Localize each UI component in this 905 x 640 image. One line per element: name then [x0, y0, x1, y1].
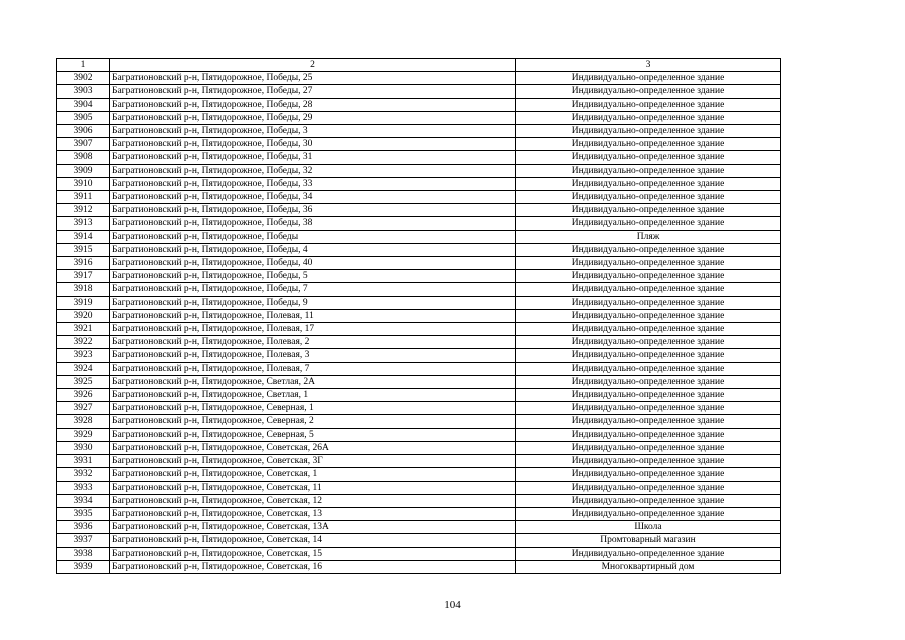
row-number-cell: 3934 [57, 494, 110, 507]
object-type-cell: Индивидуально-определенное здание [516, 547, 781, 560]
row-number-cell: 3903 [57, 85, 110, 98]
address-cell: Багратионовский р-н, Пятидорожное, Полевая, 3 [110, 349, 516, 362]
address-cell: Багратионовский р-н, Пятидорожное, Светлая, 1 [110, 389, 516, 402]
address-cell: Багратионовский р-н, Пятидорожное, Северная, 1 [110, 402, 516, 415]
row-number-cell: 3908 [57, 151, 110, 164]
row-number-cell: 3927 [57, 402, 110, 415]
row-number-cell: 3921 [57, 323, 110, 336]
object-type-cell: Индивидуально-определенное здание [516, 507, 781, 520]
address-cell: Багратионовский р-н, Пятидорожное, Советская, 1 [110, 468, 516, 481]
object-type-cell: Индивидуально-определенное здание [516, 72, 781, 85]
address-cell: Багратионовский р-н, Пятидорожное, Советская, 26А [110, 441, 516, 454]
table-row [57, 375, 781, 388]
table-row [57, 98, 781, 111]
address-cell: Багратионовский р-н, Пятидорожное, Победы, 3 [110, 125, 516, 138]
object-type-cell: Индивидуально-определенное здание [516, 402, 781, 415]
object-type-cell: Индивидуально-определенное здание [516, 204, 781, 217]
object-type-cell: Индивидуально-определенное здание [516, 362, 781, 375]
row-number-cell: 3924 [57, 362, 110, 375]
column-header-2: 2 [110, 59, 516, 72]
table-row [57, 283, 781, 296]
table-row [57, 402, 781, 415]
table-row [57, 164, 781, 177]
row-number-cell: 3939 [57, 560, 110, 573]
object-type-cell: Пляж [516, 230, 781, 243]
row-number-cell: 3933 [57, 481, 110, 494]
row-number-cell: 3919 [57, 296, 110, 309]
registry-table [56, 58, 781, 574]
table-row [57, 230, 781, 243]
table-row [57, 349, 781, 362]
table-row [57, 441, 781, 454]
table-header-row [57, 59, 781, 72]
row-number-cell: 3928 [57, 415, 110, 428]
row-number-cell: 3922 [57, 336, 110, 349]
table-row [57, 547, 781, 560]
address-cell: Багратионовский р-н, Пятидорожное, Полевая, 7 [110, 362, 516, 375]
address-cell: Багратионовский р-н, Пятидорожное, Победы, 38 [110, 217, 516, 230]
object-type-cell: Индивидуально-определенное здание [516, 323, 781, 336]
address-cell: Багратионовский р-н, Пятидорожное, Победы, 7 [110, 283, 516, 296]
object-type-cell: Индивидуально-определенное здание [516, 296, 781, 309]
row-number-cell: 3914 [57, 230, 110, 243]
object-type-cell: Индивидуально-определенное здание [516, 441, 781, 454]
address-cell: Багратионовский р-н, Пятидорожное, Полевая, 11 [110, 309, 516, 322]
object-type-cell: Индивидуально-определенное здание [516, 177, 781, 190]
address-cell: Багратионовский р-н, Пятидорожное, Победы, 36 [110, 204, 516, 217]
row-number-cell: 3909 [57, 164, 110, 177]
object-type-cell: Индивидуально-определенное здание [516, 375, 781, 388]
address-cell: Багратионовский р-н, Пятидорожное, Советская, 14 [110, 534, 516, 547]
address-cell: Багратионовский р-н, Пятидорожное, Победы [110, 230, 516, 243]
table-row [57, 296, 781, 309]
object-type-cell: Индивидуально-определенное здание [516, 349, 781, 362]
object-type-cell: Индивидуально-определенное здание [516, 111, 781, 124]
address-cell: Багратионовский р-н, Пятидорожное, Светлая, 2А [110, 375, 516, 388]
row-number-cell: 3932 [57, 468, 110, 481]
address-cell: Багратионовский р-н, Пятидорожное, Полевая, 17 [110, 323, 516, 336]
address-cell: Багратионовский р-н, Пятидорожное, Советская, 16 [110, 560, 516, 573]
table-row [57, 323, 781, 336]
object-type-cell: Индивидуально-определенное здание [516, 217, 781, 230]
table-row [57, 389, 781, 402]
table-row [57, 177, 781, 190]
row-number-cell: 3937 [57, 534, 110, 547]
row-number-cell: 3935 [57, 507, 110, 520]
object-type-cell: Индивидуально-определенное здание [516, 257, 781, 270]
address-cell: Багратионовский р-н, Пятидорожное, Победы, 5 [110, 270, 516, 283]
object-type-cell: Индивидуально-определенное здание [516, 309, 781, 322]
address-cell: Багратионовский р-н, Пятидорожное, Советская, 13А [110, 521, 516, 534]
address-cell: Багратионовский р-н, Пятидорожное, Советская, 12 [110, 494, 516, 507]
table-row [57, 336, 781, 349]
object-type-cell: Индивидуально-определенное здание [516, 415, 781, 428]
row-number-cell: 3915 [57, 243, 110, 256]
table-row [57, 468, 781, 481]
object-type-cell: Индивидуально-определенное здание [516, 468, 781, 481]
table-row [57, 191, 781, 204]
address-cell: Багратионовский р-н, Пятидорожное, Северная, 5 [110, 428, 516, 441]
object-type-cell: Индивидуально-определенное здание [516, 85, 781, 98]
row-number-cell: 3925 [57, 375, 110, 388]
address-cell: Багратионовский р-н, Пятидорожное, Советская, 3Г [110, 455, 516, 468]
row-number-cell: 3917 [57, 270, 110, 283]
object-type-cell: Индивидуально-определенное здание [516, 270, 781, 283]
object-type-cell: Индивидуально-определенное здание [516, 125, 781, 138]
address-cell: Багратионовский р-н, Пятидорожное, Победы, 32 [110, 164, 516, 177]
row-number-cell: 3902 [57, 72, 110, 85]
address-cell: Багратионовский р-н, Пятидорожное, Победы, 28 [110, 98, 516, 111]
row-number-cell: 3938 [57, 547, 110, 560]
object-type-cell: Индивидуально-определенное здание [516, 455, 781, 468]
row-number-cell: 3910 [57, 177, 110, 190]
row-number-cell: 3923 [57, 349, 110, 362]
row-number-cell: 3936 [57, 521, 110, 534]
object-type-cell: Индивидуально-определенное здание [516, 164, 781, 177]
row-number-cell: 3916 [57, 257, 110, 270]
object-type-cell: Индивидуально-определенное здание [516, 336, 781, 349]
address-cell: Багратионовский р-н, Пятидорожное, Победы, 27 [110, 85, 516, 98]
object-type-cell: Индивидуально-определенное здание [516, 494, 781, 507]
table-row [57, 455, 781, 468]
address-cell: Багратионовский р-н, Пятидорожное, Победы, 40 [110, 257, 516, 270]
row-number-cell: 3931 [57, 455, 110, 468]
table-row [57, 494, 781, 507]
row-number-cell: 3926 [57, 389, 110, 402]
address-cell: Багратионовский р-н, Пятидорожное, Советская, 15 [110, 547, 516, 560]
address-cell: Багратионовский р-н, Пятидорожное, Победы, 33 [110, 177, 516, 190]
table-row [57, 151, 781, 164]
object-type-cell: Индивидуально-определенное здание [516, 138, 781, 151]
table-row [57, 138, 781, 151]
object-type-cell: Индивидуально-определенное здание [516, 243, 781, 256]
object-type-cell: Многоквартирный дом [516, 560, 781, 573]
row-number-cell: 3918 [57, 283, 110, 296]
address-cell: Багратионовский р-н, Пятидорожное, Победы, 4 [110, 243, 516, 256]
table-row [57, 507, 781, 520]
row-number-cell: 3907 [57, 138, 110, 151]
object-type-cell: Промтоварный магазин [516, 534, 781, 547]
column-header-1: 1 [57, 59, 110, 72]
table-row [57, 415, 781, 428]
address-cell: Багратионовский р-н, Пятидорожное, Северная, 2 [110, 415, 516, 428]
table-row [57, 257, 781, 270]
row-number-cell: 3912 [57, 204, 110, 217]
table-body [57, 72, 781, 574]
table-row [57, 243, 781, 256]
table-row [57, 270, 781, 283]
table-row [57, 85, 781, 98]
row-number-cell: 3920 [57, 309, 110, 322]
row-number-cell: 3913 [57, 217, 110, 230]
object-type-cell: Индивидуально-определенное здание [516, 428, 781, 441]
table-row [57, 217, 781, 230]
address-cell: Багратионовский р-н, Пятидорожное, Победы, 31 [110, 151, 516, 164]
address-cell: Багратионовский р-н, Пятидорожное, Советская, 13 [110, 507, 516, 520]
column-header-3: 3 [516, 59, 781, 72]
table-row [57, 481, 781, 494]
address-cell: Багратионовский р-н, Пятидорожное, Победы, 29 [110, 111, 516, 124]
table-row [57, 204, 781, 217]
row-number-cell: 3904 [57, 98, 110, 111]
address-cell: Багратионовский р-н, Пятидорожное, Советская, 11 [110, 481, 516, 494]
address-cell: Багратионовский р-н, Пятидорожное, Победы, 34 [110, 191, 516, 204]
row-number-cell: 3906 [57, 125, 110, 138]
table-row [57, 428, 781, 441]
object-type-cell: Индивидуально-определенное здание [516, 151, 781, 164]
object-type-cell: Индивидуально-определенное здание [516, 98, 781, 111]
object-type-cell: Индивидуально-определенное здание [516, 481, 781, 494]
page-number: 104 [444, 599, 461, 611]
table-row [57, 521, 781, 534]
address-cell: Багратионовский р-н, Пятидорожное, Победы, 25 [110, 72, 516, 85]
object-type-cell: Индивидуально-определенное здание [516, 191, 781, 204]
table-row [57, 309, 781, 322]
row-number-cell: 3929 [57, 428, 110, 441]
object-type-cell: Индивидуально-определенное здание [516, 389, 781, 402]
object-type-cell: Индивидуально-определенное здание [516, 283, 781, 296]
table-row [57, 111, 781, 124]
table-row [57, 560, 781, 573]
row-number-cell: 3905 [57, 111, 110, 124]
table-row [57, 362, 781, 375]
table-row [57, 72, 781, 85]
address-cell: Багратионовский р-н, Пятидорожное, Победы, 30 [110, 138, 516, 151]
address-cell: Багратионовский р-н, Пятидорожное, Полевая, 2 [110, 336, 516, 349]
row-number-cell: 3930 [57, 441, 110, 454]
address-cell: Багратионовский р-н, Пятидорожное, Победы, 9 [110, 296, 516, 309]
table-row [57, 125, 781, 138]
object-type-cell: Школа [516, 521, 781, 534]
row-number-cell: 3911 [57, 191, 110, 204]
table-row [57, 534, 781, 547]
